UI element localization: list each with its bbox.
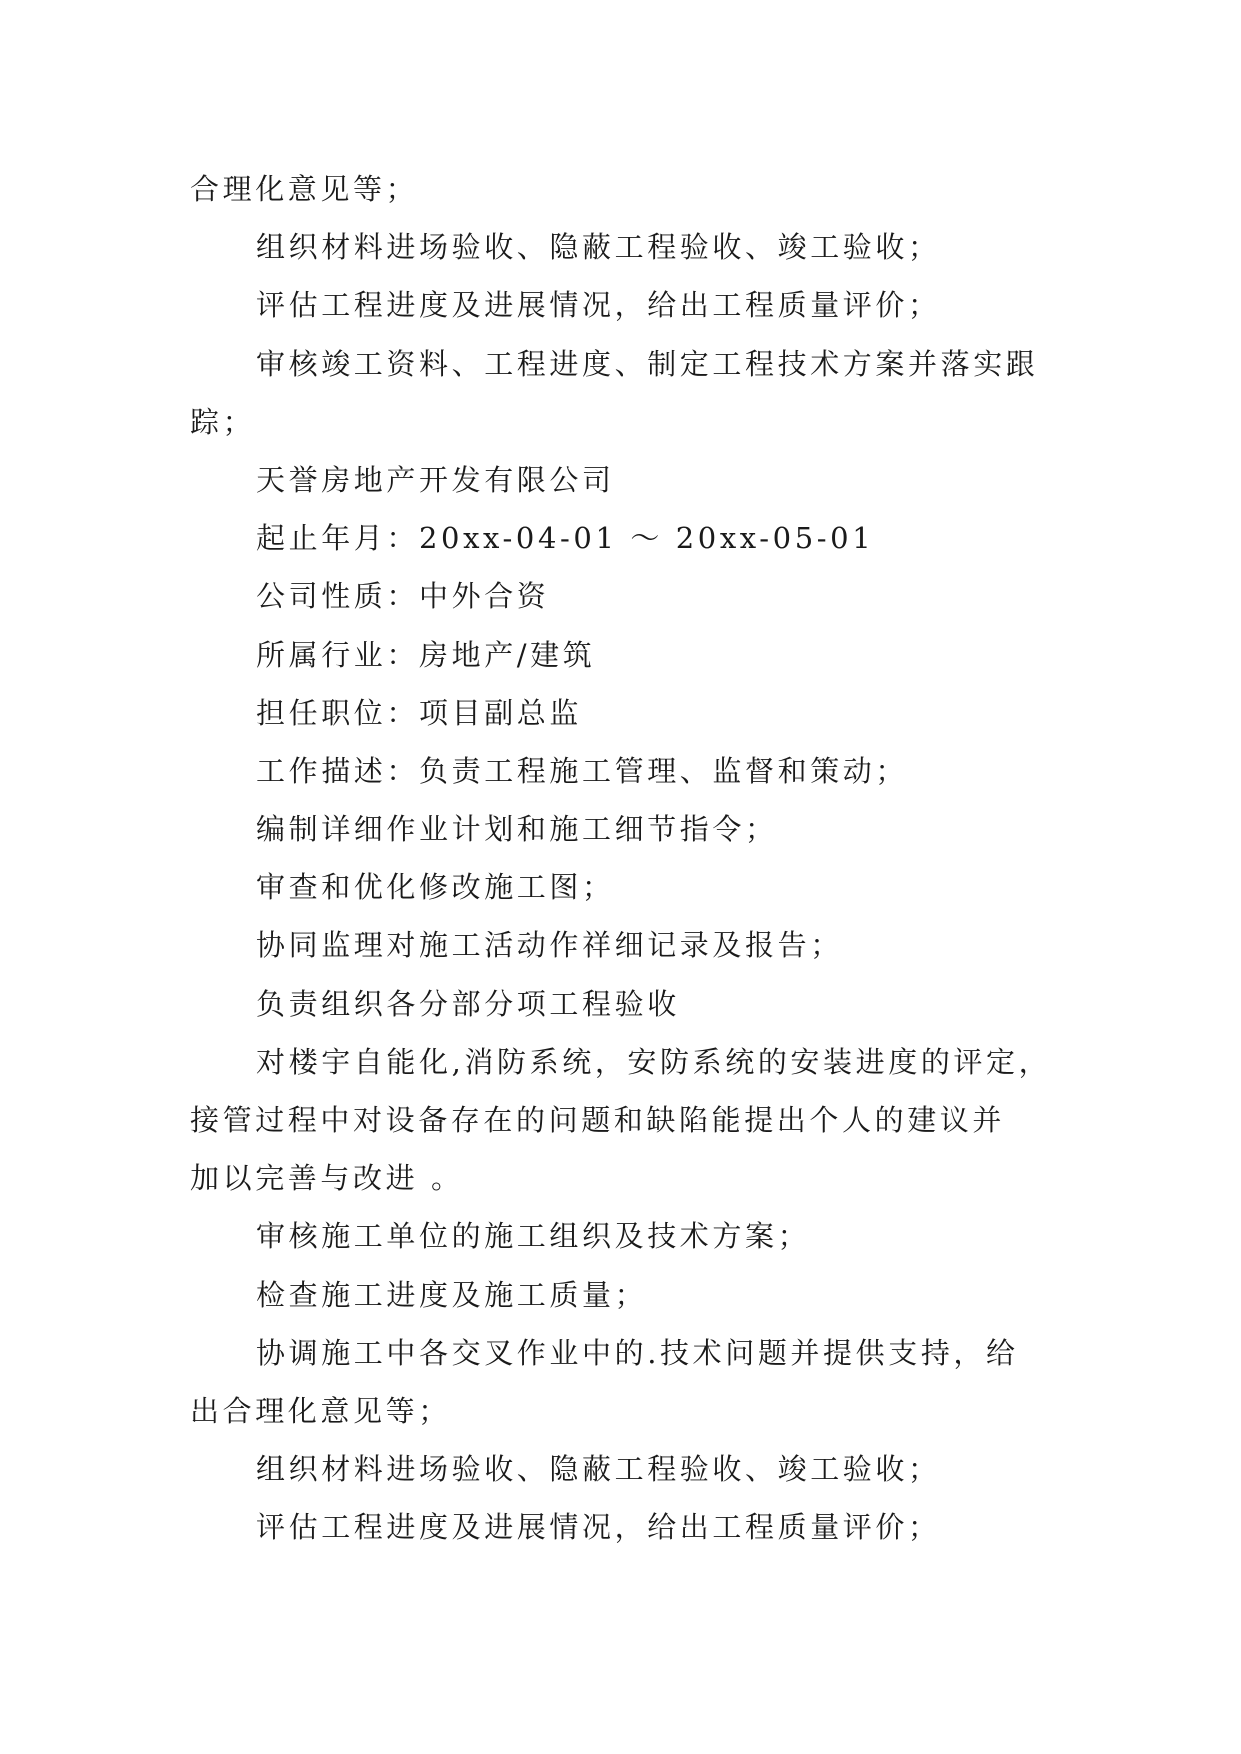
text-line: 检查施工进度及施工质量； xyxy=(256,1277,648,1312)
company-type: 公司性质：中外合资 xyxy=(256,579,550,614)
text-line: 组织材料进场验收、隐蔽工程验收、竣工验收； xyxy=(256,230,941,265)
text-line: 踪； xyxy=(190,404,256,439)
industry: 所属行业：房地产/建筑 xyxy=(256,637,596,672)
text-line: 审查和优化修改施工图； xyxy=(256,870,615,905)
text-line: 接管过程中对设备存在的问题和缺陷能提出个人的建议并 xyxy=(190,1103,1006,1137)
text-line: 评估工程进度及进展情况，给出工程质量评价； xyxy=(256,288,941,323)
text-line: 负责组织各分部分项工程验收 xyxy=(256,986,680,1021)
company-name: 天誉房地产开发有限公司 xyxy=(256,462,615,497)
job-description: 工作描述：负责工程施工管理、监督和策动； xyxy=(256,753,909,788)
text-line: 评估工程进度及进展情况，给出工程质量评价； xyxy=(256,1510,941,1545)
text-line: 编制详细作业计划和施工细节指令； xyxy=(256,812,778,847)
text-line: 出合理化意见等； xyxy=(190,1393,451,1428)
text-line: 合理化意见等； xyxy=(190,172,419,206)
text-line: 协同监理对施工活动作祥细记录及报告； xyxy=(256,928,843,963)
text-line: 审核施工单位的施工组织及技术方案； xyxy=(256,1219,811,1254)
employment-period: 起止年月：20xx-04-01 ～ 20xx-05-01 xyxy=(256,521,875,556)
job-position: 担任职位：项目副总监 xyxy=(256,695,583,730)
text-line: 对楼宇自能化,消防系统，安防系统的安装进度的评定， xyxy=(256,1044,1052,1079)
text-line: 组织材料进场验收、隐蔽工程验收、竣工验收； xyxy=(256,1452,941,1487)
document-body xyxy=(190,160,1070,1557)
text-line: 审核竣工资料、工程进度、制定工程技术方案并落实跟 xyxy=(256,346,1039,381)
text-line: 协调施工中各交叉作业中的.技术问题并提供支持，给 xyxy=(256,1335,1019,1370)
text-line: 加以完善与改进 。 xyxy=(190,1161,464,1196)
